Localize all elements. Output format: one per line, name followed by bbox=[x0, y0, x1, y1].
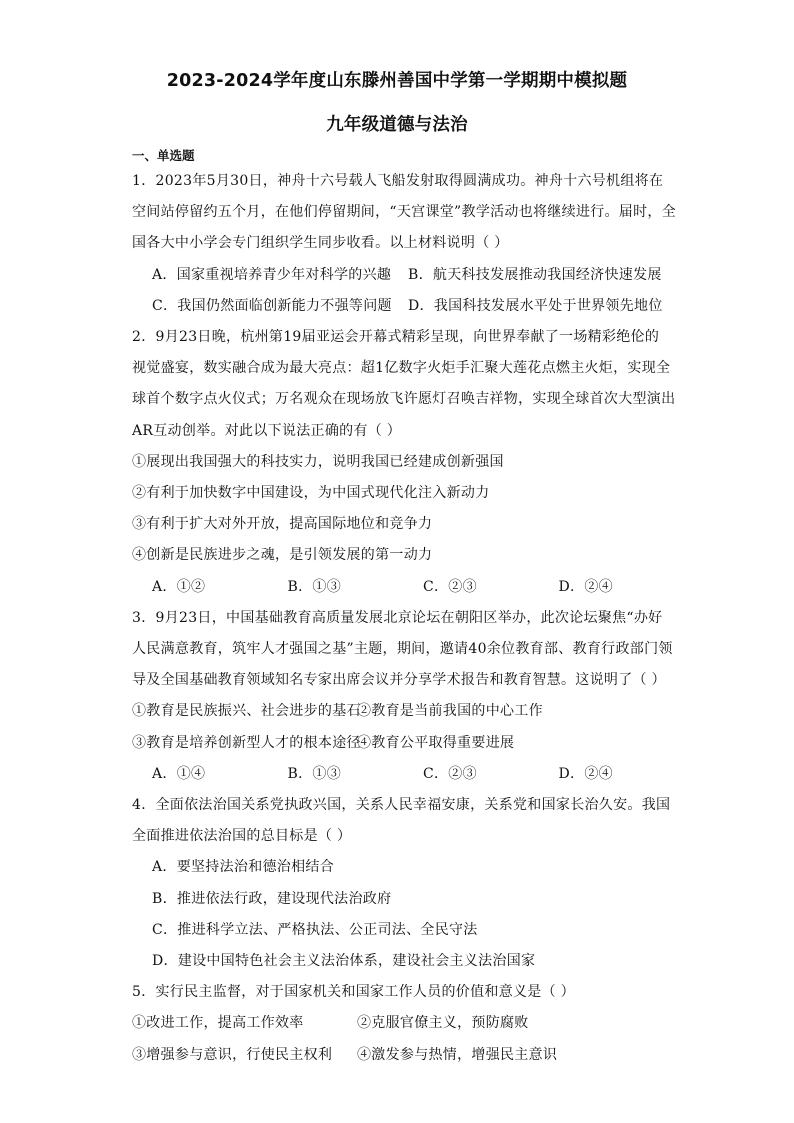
statement-item: ①展现出我国强大的科技实力，说明我国已经建成创新强国 bbox=[132, 453, 504, 470]
question-3-line: 3．9月23日，中国基础教育高质量发展北京论坛在朝阳区举办，此次论坛聚焦“办好 bbox=[132, 609, 663, 626]
question-2-line: AR互动创举。对此以下说法正确的有（ ） bbox=[132, 422, 402, 439]
question-1-line: 空间站停留约五个月，在他们停留期间，“天宫课堂”教学活动也将继续进行。届时，全 bbox=[132, 204, 677, 221]
question-5 bbox=[132, 977, 694, 1071]
question-2 bbox=[132, 322, 694, 603]
question-2-line: 2．9月23日晚，杭州第19届亚运会开幕式精彩呈现，向世界奉献了一场精彩绝伦的 bbox=[132, 329, 660, 346]
statement-item: ①改进工作，提高工作效率 bbox=[132, 1015, 304, 1032]
option-a: A．要坚持法治和德治相结合 bbox=[152, 859, 335, 876]
statement-item: ④创新是民族进步之魂，是引领发展的第一动力 bbox=[132, 547, 433, 564]
option-a: A．①② bbox=[152, 578, 206, 595]
question-1 bbox=[132, 166, 694, 322]
option-c: C．②③ bbox=[423, 578, 477, 595]
exam-subtitle: 九年级道德与法治 bbox=[326, 115, 468, 135]
statement-item: ②克服官僚主义，预防腐败 bbox=[357, 1015, 529, 1032]
option-c: C．②③ bbox=[423, 765, 477, 782]
question-4-line: 全面推进依法治国的总目标是（ ） bbox=[132, 828, 352, 845]
question-3-options-row bbox=[132, 759, 694, 790]
question-1-options-row bbox=[132, 260, 694, 291]
question-1-options-row bbox=[132, 291, 694, 322]
question-3-line: 人民满意教育，筑牢人才强国之基”主题，期间，邀请40余位教育部、教育行政部门领 bbox=[132, 641, 673, 658]
option-b: B．推进依法行政，建设现代法治政府 bbox=[152, 890, 392, 907]
statement-item: ③有利于扩大对外开放，提高国际地位和竞争力 bbox=[132, 516, 433, 533]
question-2-options-row bbox=[132, 572, 694, 603]
option-c: C．我国仍然面临创新能力不强等问题 bbox=[152, 297, 392, 314]
question-1-line: 国各大中小学会专门组织学生同步收看。以上材料说明（ ） bbox=[132, 235, 509, 252]
statement-row bbox=[132, 1040, 694, 1071]
question-4-line: 4．全面依法治国关系党执政兴国，关系人民幸福安康，关系党和国家长治久安。我国 bbox=[132, 797, 671, 814]
question-1-line: 1．2023年5月30日，神舟十六号载人飞船发射取得圆满成功。神舟十六号机组将在 bbox=[132, 173, 664, 189]
section-heading: 一、单选题 bbox=[132, 148, 195, 163]
question-3 bbox=[132, 603, 694, 790]
option-d: D．②④ bbox=[558, 578, 613, 595]
question-2-line: 球首个数字点火仪式；万名观众在现场放飞许愿灯召唤吉祥物，实现全球首次大型演出 bbox=[132, 391, 676, 408]
option-b: B．①③ bbox=[287, 578, 341, 595]
question-2-line: 视觉盛宴，数实融合成为最大亮点：超1亿数字火炬手汇聚大莲花点燃主火炬，实现全 bbox=[132, 360, 671, 377]
statement-item: ①教育是民族振兴、社会进步的基石 bbox=[132, 703, 361, 720]
option-b: B．航天科技发展推动我国经济快速发展 bbox=[408, 266, 662, 283]
statement-row bbox=[132, 696, 694, 727]
option-b: B．①③ bbox=[287, 765, 341, 782]
option-d: D．我国科技发展水平处于世界领先地位 bbox=[408, 297, 663, 314]
statement-item: ④教育公平取得重要进展 bbox=[357, 734, 515, 751]
statement-row bbox=[132, 1008, 694, 1039]
option-c: C．推进科学立法、严格执法、公正司法、全民守法 bbox=[152, 921, 478, 938]
statement-item: ②教育是当前我国的中心工作 bbox=[357, 703, 543, 720]
exam-title: 2023-2024学年度山东滕州善国中学第一学期期中模拟题 bbox=[166, 71, 628, 91]
statement-item: ②有利于加快数字中国建设，为中国式现代化注入新动力 bbox=[132, 485, 490, 502]
option-a: A．①④ bbox=[152, 765, 206, 782]
statement-item: ③增强参与意识，行使民主权利 bbox=[132, 1046, 333, 1063]
question-5-line: 5．实行民主监督，对于国家机关和国家工作人员的价值和意义是（ ） bbox=[132, 984, 575, 1001]
option-d: D．②④ bbox=[558, 765, 613, 782]
question-4 bbox=[132, 790, 694, 977]
option-d: D．建设中国特色社会主义法治体系，建设社会主义法治国家 bbox=[152, 953, 536, 970]
option-a: A．国家重视培养青少年对科学的兴趣 bbox=[152, 266, 392, 283]
statement-row bbox=[132, 728, 694, 759]
statement-item: ④激发参与热情，增强民主意识 bbox=[357, 1046, 558, 1063]
question-3-line: 导及全国基础教育领域知名专家出席会议并分享学术报告和教育智慧。这说明了（ ） bbox=[132, 672, 666, 689]
statement-item: ③教育是培养创新型人才的根本途径 bbox=[132, 734, 361, 751]
